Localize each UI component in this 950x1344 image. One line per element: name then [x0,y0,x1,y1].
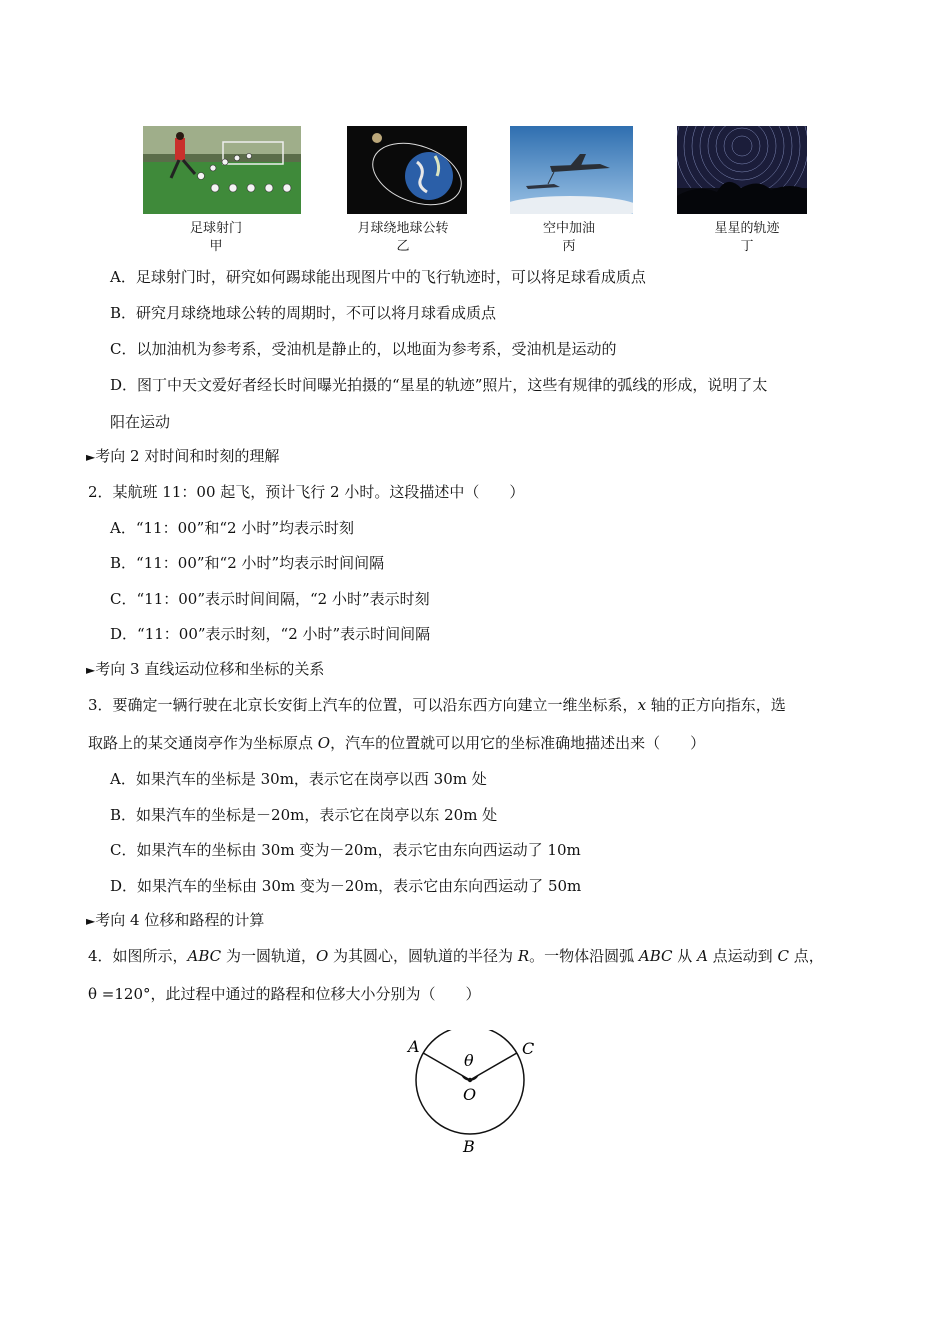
figure-caption: 星星的轨迹 [714,221,780,236]
figure-label: 丁 [740,239,754,254]
center-point [468,1078,472,1082]
figure-label: 甲 [209,239,223,254]
q2-option-c: C．“11：00”表示时间间隔，“2 小时”表示时刻 [110,590,430,608]
label-o: O [463,1085,477,1104]
q1-option-a: A．足球射门时，研究如何踢球能出现图片中的飞行轨迹时，可以将足球看成质点 [110,268,646,286]
q3-option-b: B．如果汽车的坐标是－20m，表示它在岗亭以东 20m 处 [110,806,498,824]
air-refueling-photo [510,126,633,214]
q3-stem-line1: 3．要确定一辆行驶在北京长安街上汽车的位置，可以沿东西方向建立一维坐标系，x 轴的正方向指东，选 [88,696,786,714]
label-theta: θ [464,1051,474,1070]
q1-option-c: C．以加油机为参考系，受油机是静止的，以地面为参考系，受油机是运动的 [110,340,617,358]
section-heading: ►考向 2 对时间和时刻的理解 [86,447,280,465]
label-a: A [408,1037,420,1056]
triangle-arrow-icon: ► [86,663,96,677]
q1-option-b: B．研究月球绕地球公转的周期时，不可以将月球看成质点 [110,304,497,322]
label-b: B [463,1137,475,1156]
figure-label: 丙 [562,239,576,254]
star-trails-photo [677,126,807,214]
moon-orbit-photo [347,126,467,214]
q3-option-c: C．如果汽车的坐标由 30m 变为－20m，表示它由东向西运动了 10m [110,841,581,859]
q2-stem: 2．某航班 11：00 起飞，预计飞行 2 小时。这段描述中（ ） [88,483,525,501]
q2-option-b: B．“11：00”和“2 小时”均表示时间间隔 [110,554,385,572]
q2-option-a: A．“11：00”和“2 小时”均表示时刻 [110,519,354,537]
triangle-arrow-icon: ► [86,914,96,928]
figure-caption: 足球射门 [189,221,242,236]
q1-option-d-continued: 阳在运动 [110,413,171,431]
q1-option-d: D．图丁中天文爱好者经长时间曝光拍摄的“星星的轨迹”照片，这些有规律的弧线的形成，说明了太 [110,376,768,394]
triangle-arrow-icon: ► [86,450,96,464]
q2-option-d: D．“11：00”表示时刻，“2 小时”表示时间间隔 [110,625,431,643]
figure-caption: 空中加油 [542,221,595,236]
figure-label: 乙 [396,239,410,254]
q4-stem-line2: θ =120°，此过程中通过的路程和位移大小分别为（ ） [88,985,481,1003]
q4-stem-line1: 4．如图所示，ABC 为一圆轨道，O 为其圆心，圆轨道的半径为 R。一物体沿圆弧 ABC 从 A 点运动到 C 点， [88,947,824,965]
soccer-shot-photo [143,126,301,214]
q3-option-a: A．如果汽车的坐标是 30m，表示它在岗亭以西 30m 处 [110,770,487,788]
figure-caption: 月球绕地球公转 [357,221,449,236]
label-c: C [522,1039,535,1058]
circle-track-diagram [400,1030,540,1160]
section-heading: ►考向 4 位移和路程的计算 [86,911,265,929]
section-heading: ►考向 3 直线运动位移和坐标的关系 [86,660,325,678]
q3-option-d: D．如果汽车的坐标由 30m 变为－20m，表示它由东向西运动了 50m [110,877,582,895]
q3-stem-line2: 取路上的某交通岗亭作为坐标原点 O，汽车的位置就可以用它的坐标准确地描述出来（ ） [88,734,706,752]
